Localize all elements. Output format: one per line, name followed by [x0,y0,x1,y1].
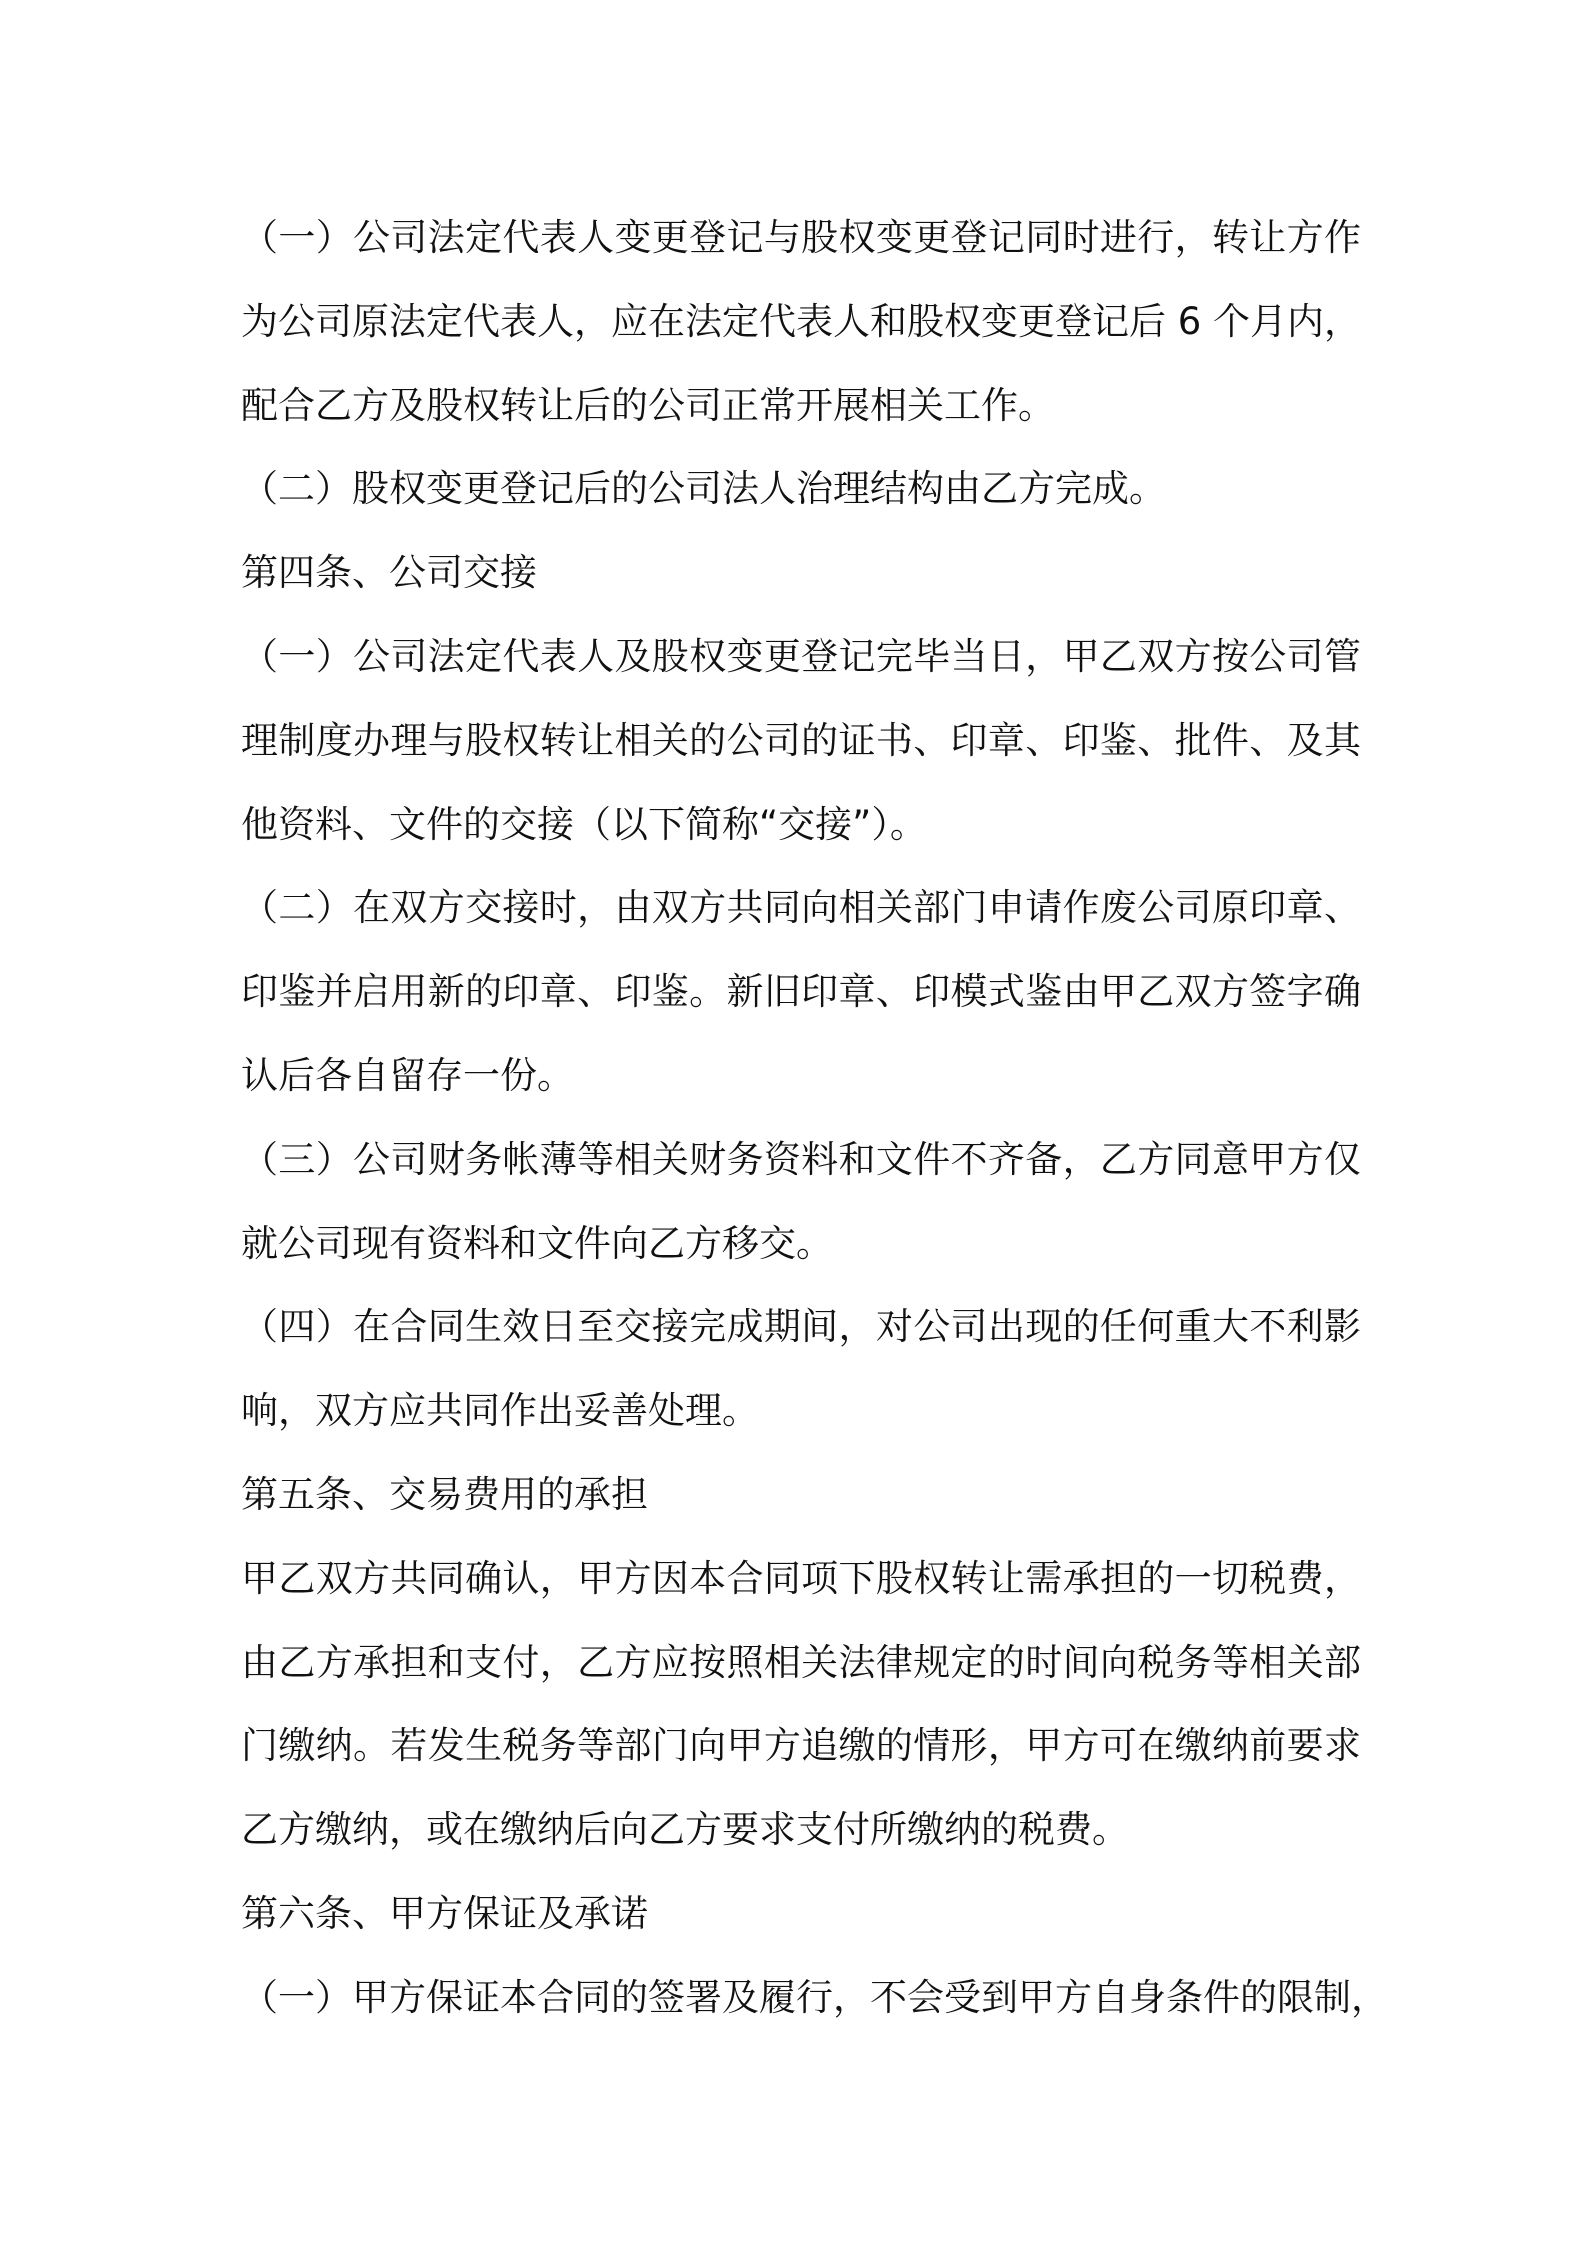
section-heading: 第四条、公司交接 [241,551,537,595]
paragraph-line: 印鉴并启用新的印章、印鉴。新旧印章、印模式鉴由甲乙双方签字确 [241,970,1361,1014]
section-heading: 第五条、交易费用的承担 [241,1472,648,1516]
paragraph-line: （二）股权变更登记后的公司法人治理结构由乙方完成。 [241,467,1166,511]
paragraph-line: （一）公司法定代表人变更登记与股权变更登记同时进行，转让方作 [241,216,1361,259]
paragraph-line: 他资料、文件的交接（以下简称“交接”）。 [241,802,927,846]
paragraph-line: 为公司原法定代表人，应在法定代表人和股权变更登记后 6 个月内， [241,299,1362,343]
paragraph-line: 由乙方承担和支付，乙方应按照相关法律规定的时间向税务等相关部 [241,1640,1361,1684]
paragraph-line: 响，双方应共同作出妥善处理。 [241,1389,759,1433]
paragraph-line: 认后各自留存一份。 [241,1053,574,1097]
paragraph-line: 就公司现有资料和文件向乙方移交。 [241,1221,833,1265]
paragraph-line: 乙方缴纳，或在缴纳后向乙方要求支付所缴纳的税费。 [241,1808,1129,1852]
document-body [241,196,1388,2040]
paragraph-line: 理制度办理与股权转让相关的公司的证书、印章、印鉴、批件、及其 [241,718,1361,762]
paragraph-line: 甲乙双方共同确认，甲方因本合同项下股权转让需承担的一切税费， [241,1556,1361,1600]
paragraph-line: （三）公司财务帐薄等相关财务资料和文件不齐备，乙方同意甲方仅 [241,1137,1361,1181]
paragraph-line: （一）甲方保证本合同的签署及履行，不会受到甲方自身条件的限制， [241,1975,1388,2019]
paragraph-line: 门缴纳。若发生税务等部门向甲方追缴的情形，甲方可在缴纳前要求 [241,1724,1361,1768]
section-heading: 第六条、甲方保证及承诺 [241,1891,648,1935]
paragraph-line: 配合乙方及股权转让后的公司正常开展相关工作。 [241,383,1055,427]
paragraph-line: （二）在双方交接时，由双方共同向相关部门申请作废公司原印章、 [241,886,1361,930]
paragraph-line: （一）公司法定代表人及股权变更登记完毕当日，甲乙双方按公司管 [241,634,1361,678]
paragraph-line: （四）在合同生效日至交接完成期间，对公司出现的任何重大不利影 [241,1305,1361,1349]
